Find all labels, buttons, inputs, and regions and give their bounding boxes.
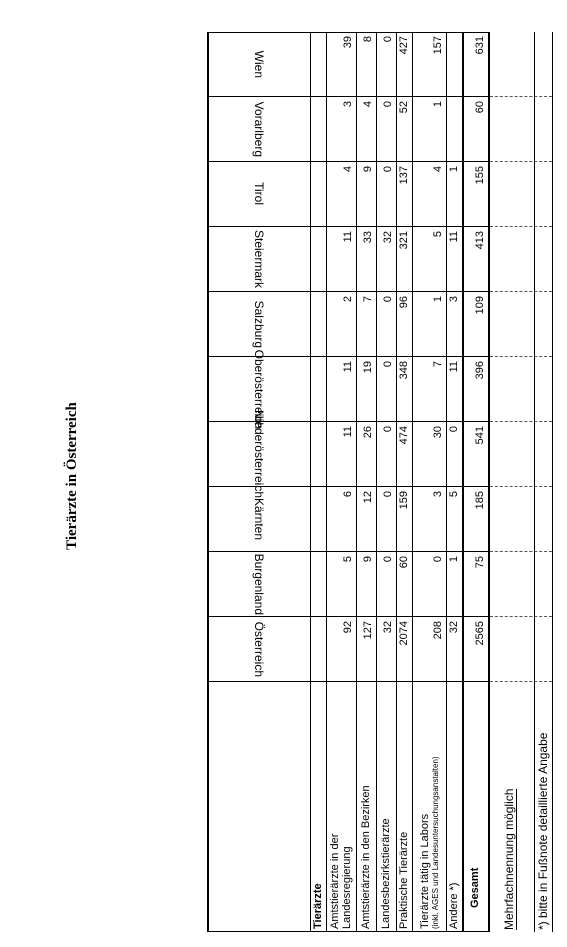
table-cell bbox=[446, 162, 462, 227]
table-cell bbox=[462, 292, 488, 357]
cell-value: 474 bbox=[398, 426, 410, 445]
row-label-text: Andere *) bbox=[448, 882, 460, 929]
cell-value: 96 bbox=[398, 296, 410, 309]
cell-value: 5 bbox=[448, 491, 460, 498]
table-cell bbox=[446, 422, 462, 487]
table-cell bbox=[412, 487, 446, 552]
cell-value: 109 bbox=[474, 296, 486, 315]
cell-value: 2565 bbox=[474, 621, 486, 646]
column-header-label: Kärnten bbox=[251, 497, 266, 541]
table-row bbox=[356, 32, 376, 932]
table-row bbox=[446, 32, 462, 932]
column-header-label: Burgenland bbox=[251, 553, 266, 615]
table-cell bbox=[396, 552, 412, 617]
column-header bbox=[207, 162, 310, 227]
cell-value: 0 bbox=[382, 296, 394, 303]
table-cell bbox=[462, 617, 488, 682]
table-cell bbox=[376, 162, 396, 227]
cell-value: 5 bbox=[432, 231, 444, 238]
row-label bbox=[396, 682, 412, 932]
cell-value: 5 bbox=[342, 556, 354, 563]
row-label-text: Praktische Tierärzte bbox=[398, 831, 410, 929]
cell-value: 321 bbox=[398, 231, 410, 250]
note-divider bbox=[534, 32, 535, 932]
table-cell bbox=[356, 162, 376, 227]
cell-value: 60 bbox=[474, 101, 486, 114]
row-label bbox=[356, 682, 376, 932]
cell-value: 32 bbox=[382, 621, 394, 634]
cell-value: 8 bbox=[362, 36, 374, 43]
cell-value: 1 bbox=[432, 296, 444, 303]
table-cell bbox=[326, 487, 356, 552]
dashed-gridline bbox=[490, 486, 552, 487]
column-header bbox=[207, 617, 310, 682]
table-cell bbox=[412, 617, 446, 682]
cell-value: 3 bbox=[448, 296, 460, 303]
cell-value: 348 bbox=[398, 361, 410, 380]
row-label-text: Landesbezirkstierärzte bbox=[380, 818, 392, 929]
cell-value: 3 bbox=[342, 101, 354, 108]
cell-value: 1 bbox=[448, 166, 460, 173]
cell-value: 75 bbox=[474, 556, 486, 569]
cell-value: 9 bbox=[362, 166, 374, 173]
table-cell bbox=[376, 487, 396, 552]
empty-cell bbox=[310, 227, 326, 292]
table-cell bbox=[412, 357, 446, 422]
cell-value: 1 bbox=[448, 556, 460, 563]
table-cell bbox=[326, 292, 356, 357]
cell-value: 127 bbox=[362, 621, 374, 640]
note-multiple-answers bbox=[502, 789, 517, 932]
dashed-gridline bbox=[490, 161, 552, 162]
dashed-gridline bbox=[490, 226, 552, 227]
note-footnote bbox=[536, 733, 550, 932]
cell-value: 0 bbox=[382, 101, 394, 108]
table-cell bbox=[326, 617, 356, 682]
statistics-table bbox=[207, 32, 553, 932]
table-cell bbox=[412, 32, 446, 97]
table-header-row bbox=[207, 32, 310, 932]
table-cell bbox=[462, 97, 488, 162]
empty-cell bbox=[310, 422, 326, 487]
note-text: Mehrfachnennung möglich bbox=[502, 788, 516, 930]
table-row bbox=[376, 32, 396, 932]
cell-value: 1 bbox=[432, 101, 444, 108]
section-row bbox=[310, 32, 326, 932]
table-cell bbox=[326, 97, 356, 162]
cell-value: 0 bbox=[382, 166, 394, 173]
cell-value: 4 bbox=[342, 166, 354, 173]
cell-value: 60 bbox=[398, 556, 410, 569]
table-cell bbox=[396, 422, 412, 487]
table-cell bbox=[326, 552, 356, 617]
cell-value: 11 bbox=[448, 231, 460, 243]
cell-value: 427 bbox=[398, 36, 410, 55]
cell-value: 92 bbox=[342, 621, 354, 634]
cell-value: 541 bbox=[474, 426, 486, 445]
table-row bbox=[396, 32, 412, 932]
cell-value: 4 bbox=[362, 101, 374, 108]
cell-value: 32 bbox=[382, 231, 394, 244]
cell-value: 157 bbox=[432, 36, 444, 55]
table-cell bbox=[376, 617, 396, 682]
row-label-note: (inkl. AGES und Landesuntersuchungsanstalten) bbox=[430, 756, 440, 929]
row-label-text: Gesamt bbox=[469, 867, 481, 908]
dashed-gridline bbox=[490, 681, 552, 682]
table-cell bbox=[376, 422, 396, 487]
table-cell bbox=[462, 32, 488, 97]
table-row bbox=[326, 32, 356, 932]
table-cell bbox=[412, 552, 446, 617]
table-cell bbox=[412, 422, 446, 487]
cell-value: 208 bbox=[432, 621, 444, 640]
column-header-label: Steiermark bbox=[251, 230, 266, 289]
table-cell bbox=[396, 162, 412, 227]
table-cell bbox=[396, 292, 412, 357]
dashed-gridline bbox=[490, 291, 552, 292]
cell-value: 159 bbox=[398, 491, 410, 510]
cell-value: 0 bbox=[382, 426, 394, 433]
table-cell bbox=[446, 552, 462, 617]
column-header bbox=[207, 409, 310, 499]
table-cell bbox=[446, 292, 462, 357]
table-cell bbox=[356, 552, 376, 617]
table-cell bbox=[396, 227, 412, 292]
table-row bbox=[462, 32, 488, 932]
table-cell bbox=[376, 357, 396, 422]
row-label bbox=[462, 682, 488, 932]
table-cell bbox=[396, 97, 412, 162]
rotated-table-container bbox=[207, 32, 553, 932]
table-cell bbox=[356, 357, 376, 422]
cell-value: 3 bbox=[432, 491, 444, 498]
table-cell bbox=[462, 162, 488, 227]
row-divider bbox=[488, 32, 490, 932]
table-cell bbox=[462, 422, 488, 487]
table-cell bbox=[376, 32, 396, 97]
cell-value: 2074 bbox=[398, 621, 410, 646]
table-cell bbox=[356, 292, 376, 357]
table-cell bbox=[396, 357, 412, 422]
row-label bbox=[376, 682, 396, 932]
empty-cell bbox=[310, 97, 326, 162]
label-column-border bbox=[207, 681, 488, 682]
column-header-label: Österreich bbox=[251, 621, 266, 677]
column-header bbox=[207, 552, 310, 617]
cell-value: 30 bbox=[432, 426, 444, 439]
table-cell bbox=[326, 32, 356, 97]
table-cell bbox=[326, 227, 356, 292]
dashed-gridline bbox=[490, 421, 552, 422]
table-cell bbox=[356, 227, 376, 292]
cell-value: 0 bbox=[448, 426, 460, 433]
cell-value: 52 bbox=[398, 101, 410, 114]
cell-value: 32 bbox=[448, 621, 460, 634]
cell-value: 631 bbox=[474, 36, 486, 55]
cell-value: 0 bbox=[382, 361, 394, 368]
row-label-text: Tierärzte tätig in Labors bbox=[418, 813, 431, 929]
cell-value: 11 bbox=[448, 361, 460, 373]
table-cell bbox=[376, 552, 396, 617]
table-cell bbox=[446, 357, 462, 422]
cell-value: 39 bbox=[342, 36, 354, 49]
table-cell bbox=[396, 487, 412, 552]
table-cell bbox=[396, 32, 412, 97]
row-label bbox=[326, 682, 356, 932]
cell-value: 26 bbox=[362, 426, 374, 439]
empty-cell bbox=[310, 357, 326, 422]
cell-value: 396 bbox=[474, 361, 486, 380]
column-header-label: Niederösterreich bbox=[251, 409, 266, 499]
column-header-label: Tirol bbox=[251, 182, 266, 206]
table-cell bbox=[356, 32, 376, 97]
cell-value: 11 bbox=[342, 426, 354, 438]
cell-value: 11 bbox=[342, 361, 354, 373]
row-label bbox=[412, 682, 446, 932]
cell-value: 11 bbox=[342, 231, 354, 243]
table-cell bbox=[412, 227, 446, 292]
cell-value: 7 bbox=[362, 296, 374, 303]
table-cell bbox=[446, 32, 462, 97]
row-label bbox=[446, 682, 462, 932]
empty-cell bbox=[310, 32, 326, 97]
table-cell bbox=[462, 227, 488, 292]
table-cell bbox=[462, 357, 488, 422]
cell-value: 7 bbox=[432, 361, 444, 368]
table-cell bbox=[356, 617, 376, 682]
column-header bbox=[207, 349, 310, 429]
cell-value: 9 bbox=[362, 556, 374, 563]
cell-value: 0 bbox=[432, 556, 444, 563]
cell-value: 0 bbox=[382, 556, 394, 563]
table-cell bbox=[462, 552, 488, 617]
table-cell bbox=[446, 617, 462, 682]
table-cell bbox=[446, 97, 462, 162]
table-cell bbox=[356, 97, 376, 162]
column-header-label: Vorarlberg bbox=[251, 101, 266, 157]
section-label: Tierärzte bbox=[312, 883, 324, 929]
cell-value: 0 bbox=[382, 36, 394, 43]
table-cell bbox=[376, 227, 396, 292]
cell-value: 185 bbox=[474, 491, 486, 510]
table-cell bbox=[462, 487, 488, 552]
column-header-label: Oberösterreich bbox=[251, 349, 266, 429]
table-cell bbox=[326, 162, 356, 227]
table-cell bbox=[376, 292, 396, 357]
row-label-text-line2: Landesregierung bbox=[341, 846, 353, 929]
table-cell bbox=[412, 292, 446, 357]
cell-value: 12 bbox=[362, 491, 374, 504]
dashed-gridline bbox=[490, 551, 552, 552]
column-header bbox=[207, 32, 310, 97]
table-row bbox=[412, 32, 446, 932]
column-header-label: Wien bbox=[251, 50, 266, 78]
cell-value: 19 bbox=[362, 361, 374, 374]
row-label-text: Amtstierärzte in den Bezirken bbox=[360, 785, 372, 929]
table-cell bbox=[412, 97, 446, 162]
cell-value: 137 bbox=[398, 166, 410, 185]
table-right-border bbox=[207, 32, 488, 33]
table-cell bbox=[326, 422, 356, 487]
dashed-gridline bbox=[490, 356, 552, 357]
column-header bbox=[207, 97, 310, 162]
cell-value: 155 bbox=[474, 166, 486, 185]
cell-value: 413 bbox=[474, 231, 486, 250]
empty-cell bbox=[310, 552, 326, 617]
dashed-gridline bbox=[490, 616, 552, 617]
column-header bbox=[207, 227, 310, 292]
table-cell bbox=[446, 487, 462, 552]
table-cell bbox=[412, 162, 446, 227]
empty-cell bbox=[310, 617, 326, 682]
empty-cell bbox=[310, 487, 326, 552]
table-cell bbox=[376, 97, 396, 162]
empty-cell bbox=[310, 292, 326, 357]
column-header bbox=[207, 292, 310, 357]
row-label-text: Amtstierärzte in der bbox=[329, 833, 341, 929]
table-left-border bbox=[207, 931, 488, 932]
note-text: *) bitte in Fußnote detaillierte Angabe bbox=[536, 732, 550, 930]
table-cell bbox=[326, 357, 356, 422]
cell-value: 6 bbox=[342, 491, 354, 498]
table-cell bbox=[356, 487, 376, 552]
table-top-border bbox=[207, 32, 209, 932]
dashed-gridline bbox=[490, 96, 552, 97]
document-title: Tierärzte in Österreich bbox=[64, 402, 80, 550]
cell-value: 33 bbox=[362, 231, 374, 244]
table-cell bbox=[356, 422, 376, 487]
cell-value: 2 bbox=[342, 296, 354, 303]
cell-value: 0 bbox=[382, 491, 394, 498]
cell-value: 4 bbox=[432, 166, 444, 173]
column-header-label: Salzburg bbox=[251, 300, 266, 348]
empty-cell bbox=[310, 162, 326, 227]
note-bottom-border bbox=[552, 32, 553, 932]
table-cell bbox=[396, 617, 412, 682]
table-cell bbox=[446, 227, 462, 292]
